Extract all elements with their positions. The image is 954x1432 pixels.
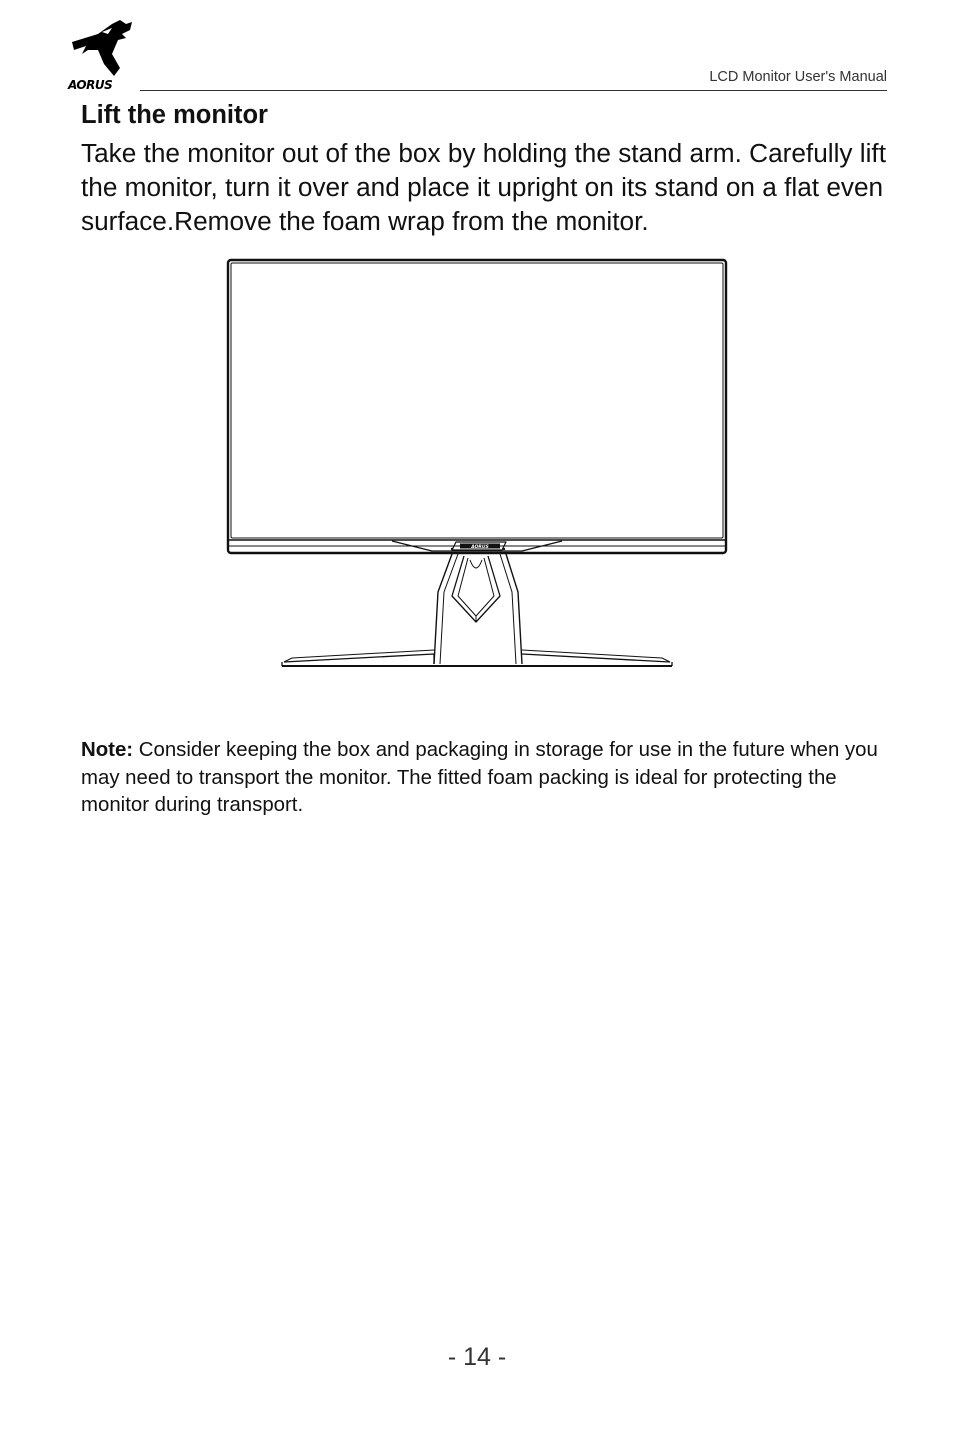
note-text: Consider keeping the box and packaging in storage for use in the future when you may need to transport the monitor. The fitted foam packing is ideal for protecting the monitor during transport. xyxy=(81,739,878,816)
section-heading: Lift the monitor xyxy=(81,101,268,129)
monitor-illustration xyxy=(226,258,728,670)
page-number: - 14 - xyxy=(447,1343,507,1371)
monitor-on-stand-icon xyxy=(226,258,728,670)
note-label: Note: xyxy=(81,739,134,761)
bezel-logo: AORUS xyxy=(471,545,489,550)
aorus-logo xyxy=(68,20,136,94)
header-rule xyxy=(140,90,887,91)
note-paragraph xyxy=(81,737,901,820)
eagle-icon xyxy=(68,20,136,80)
section-body: Take the monitor out of the box by holding the stand arm. Carefully lift the monitor, turn it over and place it upright on its stand on a flat even surface.Remove the foam wrap from the monitor. xyxy=(81,138,886,236)
logo-wordmark: AORUS xyxy=(68,78,113,92)
document-title: LCD Monitor User's Manual xyxy=(709,69,887,85)
